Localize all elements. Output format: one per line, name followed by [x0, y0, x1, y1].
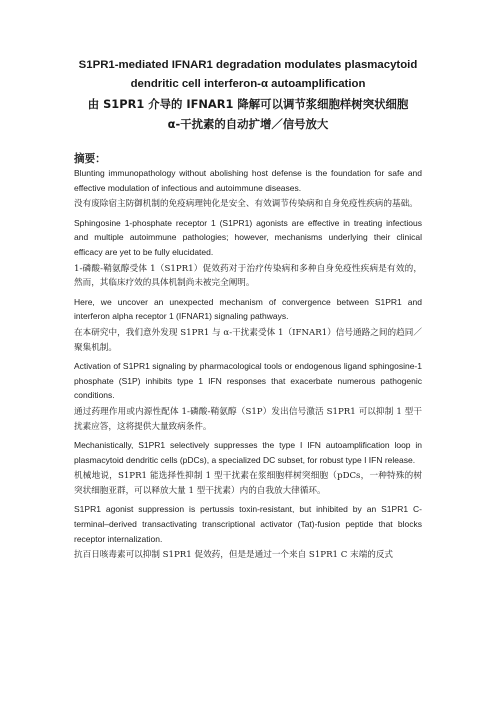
abstract-label: 摘要： — [74, 153, 106, 165]
paragraph-zh-4: 通过药理作用或内源性配体 1-磷酸-鞘氨醇（S1P）发出信号激活 S1PR1 可以抑制 1 型干扰素应答，这将提供大量致病条件。 — [74, 406, 422, 432]
paragraph-zh-2: 1-磷酸-鞘氨醇受体 1（S1PR1）促效药对于治疗传染病和多种自身免疫性疾病是有效的，然而，其临床疗效的具体机制尚未被完全阐明。 — [74, 263, 422, 289]
title-cn-line-1: 由 S1PR1 介导的 IFNAR1 降解可以调节浆细胞样树突状细胞 — [87, 97, 409, 111]
title-en-line-2: dendritic cell interferon-α autoamplification — [130, 78, 366, 90]
title-en-line-1: S1PR1-mediated IFNAR1 degradation modulates plasmacytoid — [78, 59, 418, 71]
paragraph-zh-3: 在本研究中，我们意外发现 S1PR1 与 α-干扰素受体 1（IFNAR1）信号通路之间的趋同／聚集机制。 — [74, 327, 422, 353]
abstract-body — [74, 166, 422, 567]
paragraph-zh-6: 抗百日咳毒素可以抑制 S1PR1 促效药，但是是通过一个来自 S1PR1 C 末端的反式 — [74, 550, 394, 561]
paragraph-en-3: Here, we uncover an unexpected mechanism of convergence between S1PR1 and interferon alpha receptor 1 (IFNAR1) signaling pathways. — [74, 296, 422, 322]
paragraph-zh-5: 机械地说，S1PR1 能选择性抑制 1 型干扰素在浆细胞样树突细胞（pDCs，一种特殊的树突状细胞亚群，可以释放大量 1 型干扰素）内的自我放大律循环。 — [74, 471, 422, 496]
paragraph-en-6: S1PR1 agonist suppression is pertussis toxin-resistant, but inhibited by an S1PR1 C-terminal–derived transactivating transcriptional activator (Tat)-fusion peptide that blocks receptor internalization. — [74, 504, 422, 544]
paragraph-en-1: Blunting immunopathology without abolishing host defense is the foundation for safe and effective modulation of infectious and autoimmune diseases. — [74, 168, 422, 193]
title-cn-line-2: α-干扰素的自动扩增／信号放大 — [167, 117, 329, 131]
paragraph-en-5: Mechanistically, S1PR1 selectively suppresses the type I IFN autoamplification loop in plasmacytoid dendritic cells (pDCs), a specialized DC subset, for robust type I IFN release. — [74, 440, 422, 465]
paragraph-en-2: Sphingosine 1-phosphate receptor 1 (S1PR1) agonists are effective in treating infectious and multiple autoimmune pathologies; however, mechanisms underlying their clinical efficacy are yet to be fully elucidated. — [74, 217, 422, 257]
paragraph-zh-1: 没有废除宿主防御机制的免疫病理钝化是安全、有效调节传染病和自身免疫性疾病的基础。 — [74, 199, 418, 210]
paragraph-en-4: Activation of S1PR1 signaling by pharmacological tools or endogenous ligand sphingosine-1 phosphate (S1P) inhibits type 1 IFN responses that exacerbate numerous pathogenic conditions. — [74, 361, 422, 401]
